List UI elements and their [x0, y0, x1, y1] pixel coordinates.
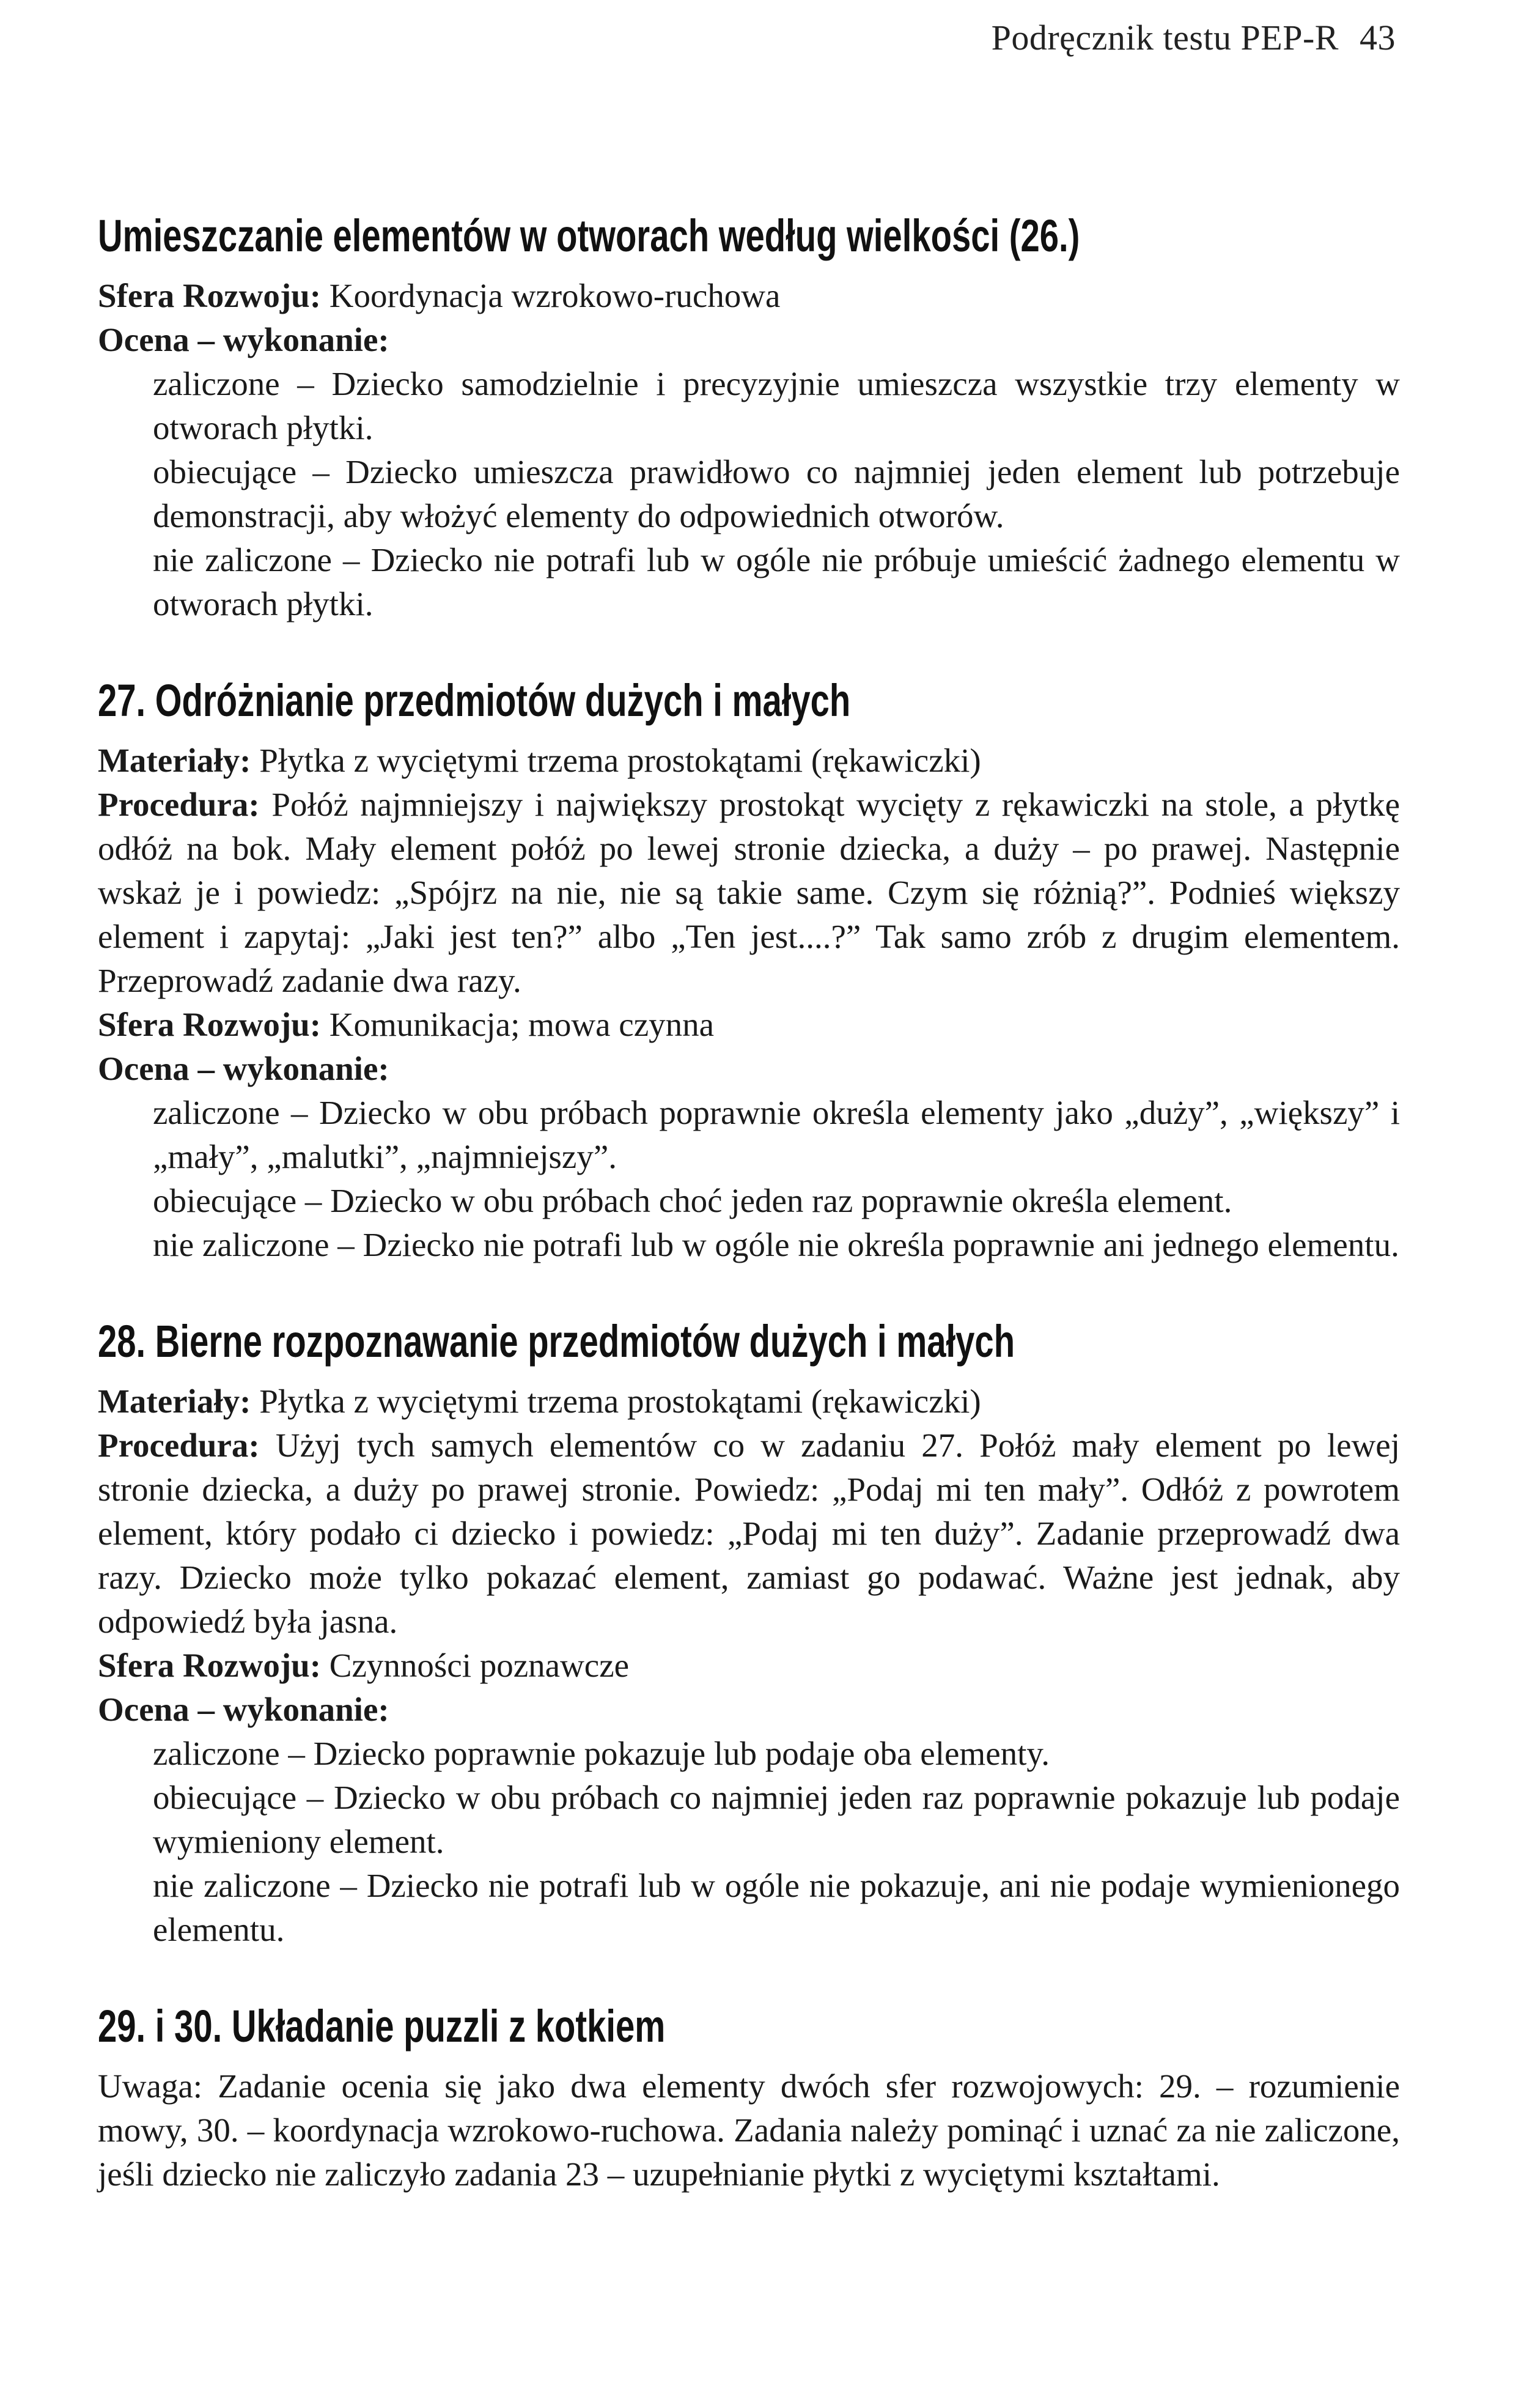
section-26-ratings	[153, 362, 1400, 626]
section-26	[98, 202, 1400, 626]
sfera-value: Komunikacja; mowa czynna	[329, 1006, 715, 1043]
running-title: Podręcznik testu PEP-R	[991, 18, 1339, 57]
rating-obiecujace: obiecujące – Dziecko w obu próbach co najmniej jeden raz poprawnie pokazuje lub podaje wymieniony element.	[153, 1779, 1400, 1860]
procedura-value: Użyj tych samych elementów co w zadaniu 27. Połóż mały element po lewej stronie dziecka, a duży po prawej stronie. Powiedz: „Podaj mi ten mały”. Odłóż z powrotem element, który podało ci dziecko i powiedz: „Podaj mi ten duży”. Zadanie przeprowadź dwa razy. Dziecko może tylko pokazać element, zamiast go podawać. Ważne jest jednak, aby odpowiedź była jasna.	[98, 1427, 1400, 1640]
ocena-label: Ocena – wykonanie:	[98, 1050, 389, 1087]
sfera-label: Sfera Rozwoju:	[98, 1006, 322, 1043]
section-28-procedura	[98, 1424, 1400, 1644]
section-27-sfera	[98, 1003, 1400, 1047]
section-26-sfera	[98, 274, 1400, 318]
materialy-value: Płytka z wyciętymi trzema prostokątami (rękawiczki)	[259, 1383, 981, 1420]
sfera-label: Sfera Rozwoju:	[98, 1647, 322, 1684]
sfera-label: Sfera Rozwoju:	[98, 277, 322, 314]
rating-nie-zaliczone: nie zaliczone – Dziecko nie potrafi lub w ogóle nie pokazuje, ani nie podaje wymienionego elementu.	[153, 1867, 1400, 1948]
section-29-30-note: Uwaga: Zadanie ocenia się jako dwa elementy dwóch sfer rozwojowych: 29. – rozumienie mowy, 30. – koordynacja wzrokowo-ruchowa. Zadania należy pominąć i uznać za nie zaliczone, jeśli dziecko nie zaliczyło zadania 23 – uzupełnianie płytki z wyciętymi kształtami.	[98, 2067, 1400, 2193]
section-28-sfera	[98, 1644, 1400, 1688]
sfera-value: Czynności poznawcze	[329, 1647, 630, 1684]
rating-nie-zaliczone: nie zaliczone – Dziecko nie potrafi lub w ogóle nie próbuje umieścić żadnego elementu w otworach płytki.	[153, 541, 1400, 622]
rating-zaliczone: zaliczone – Dziecko poprawnie pokazuje lub podaje oba elementy.	[153, 1735, 1050, 1772]
page-content	[98, 202, 1400, 2196]
section-27-ratings	[153, 1091, 1400, 1267]
section-29-30-title: 29. i 30. Układanie puzzli z kotkiem	[98, 2001, 666, 2052]
rating-zaliczone: zaliczone – Dziecko samodzielnie i precyzyjnie umieszcza wszystkie trzy elementy w otworach płytki.	[153, 365, 1400, 446]
procedura-value: Połóż najmniejszy i największy prostokąt wycięty z rękawiczki na stole, a płytkę odłóż na bok. Mały element połóż po lewej stronie dziecka, a duży – po prawej. Następnie wskaż je i powiedz: „Spójrz na nie, nie są takie same. Czym się różnią?”. Podnieś większy element i zapytaj: „Jaki jest ten?” albo „Ten jest....?” Tak samo zrób z drugim elementem. Przeprowadź zadanie dwa razy.	[98, 786, 1400, 999]
section-28-title: 28. Bierne rozpoznawanie przedmiotów dużych i małych	[98, 1316, 1015, 1367]
ocena-label: Ocena – wykonanie:	[98, 1691, 389, 1728]
section-28-ratings	[153, 1732, 1400, 1952]
materialy-label: Materiały:	[98, 1383, 251, 1420]
rating-nie-zaliczone: nie zaliczone – Dziecko nie potrafi lub w ogóle nie określa poprawnie ani jednego elementu.	[153, 1226, 1399, 1263]
page-number: 43	[1360, 18, 1396, 57]
section-28-ocena	[98, 1688, 1400, 1732]
sfera-value: Koordynacja wzrokowo-ruchowa	[329, 277, 781, 314]
section-27-title: 27. Odróżnianie przedmiotów dużych i małych	[98, 675, 851, 726]
section-27	[98, 667, 1400, 1267]
section-27-materialy	[98, 739, 1400, 783]
running-header	[992, 17, 1396, 58]
section-27-ocena	[98, 1047, 1400, 1091]
section-29-30	[98, 1992, 1400, 2196]
rating-zaliczone: zaliczone – Dziecko w obu próbach poprawnie określa elementy jako „duży”, „większy” i „mały”, „malutki”, „najmniejszy”.	[153, 1094, 1400, 1175]
section-27-procedura	[98, 783, 1400, 1003]
section-28-materialy	[98, 1379, 1400, 1424]
rating-obiecujace: obiecujące – Dziecko umieszcza prawidłowo co najmniej jeden element lub potrzebuje demonstracji, aby włożyć elementy do odpowiednich otworów.	[153, 453, 1400, 534]
section-26-ocena	[98, 318, 1400, 362]
ocena-label: Ocena – wykonanie:	[98, 321, 389, 358]
procedura-label: Procedura:	[98, 1427, 260, 1464]
materialy-value: Płytka z wyciętymi trzema prostokątami (rękawiczki)	[259, 742, 981, 779]
procedura-label: Procedura:	[98, 786, 260, 823]
materialy-label: Materiały:	[98, 742, 251, 779]
section-28	[98, 1307, 1400, 1952]
rating-obiecujace: obiecujące – Dziecko w obu próbach choć jeden raz poprawnie określa element.	[153, 1182, 1232, 1219]
section-26-title: Umieszczanie elementów w otworach według wielkości (26.)	[98, 210, 1080, 261]
